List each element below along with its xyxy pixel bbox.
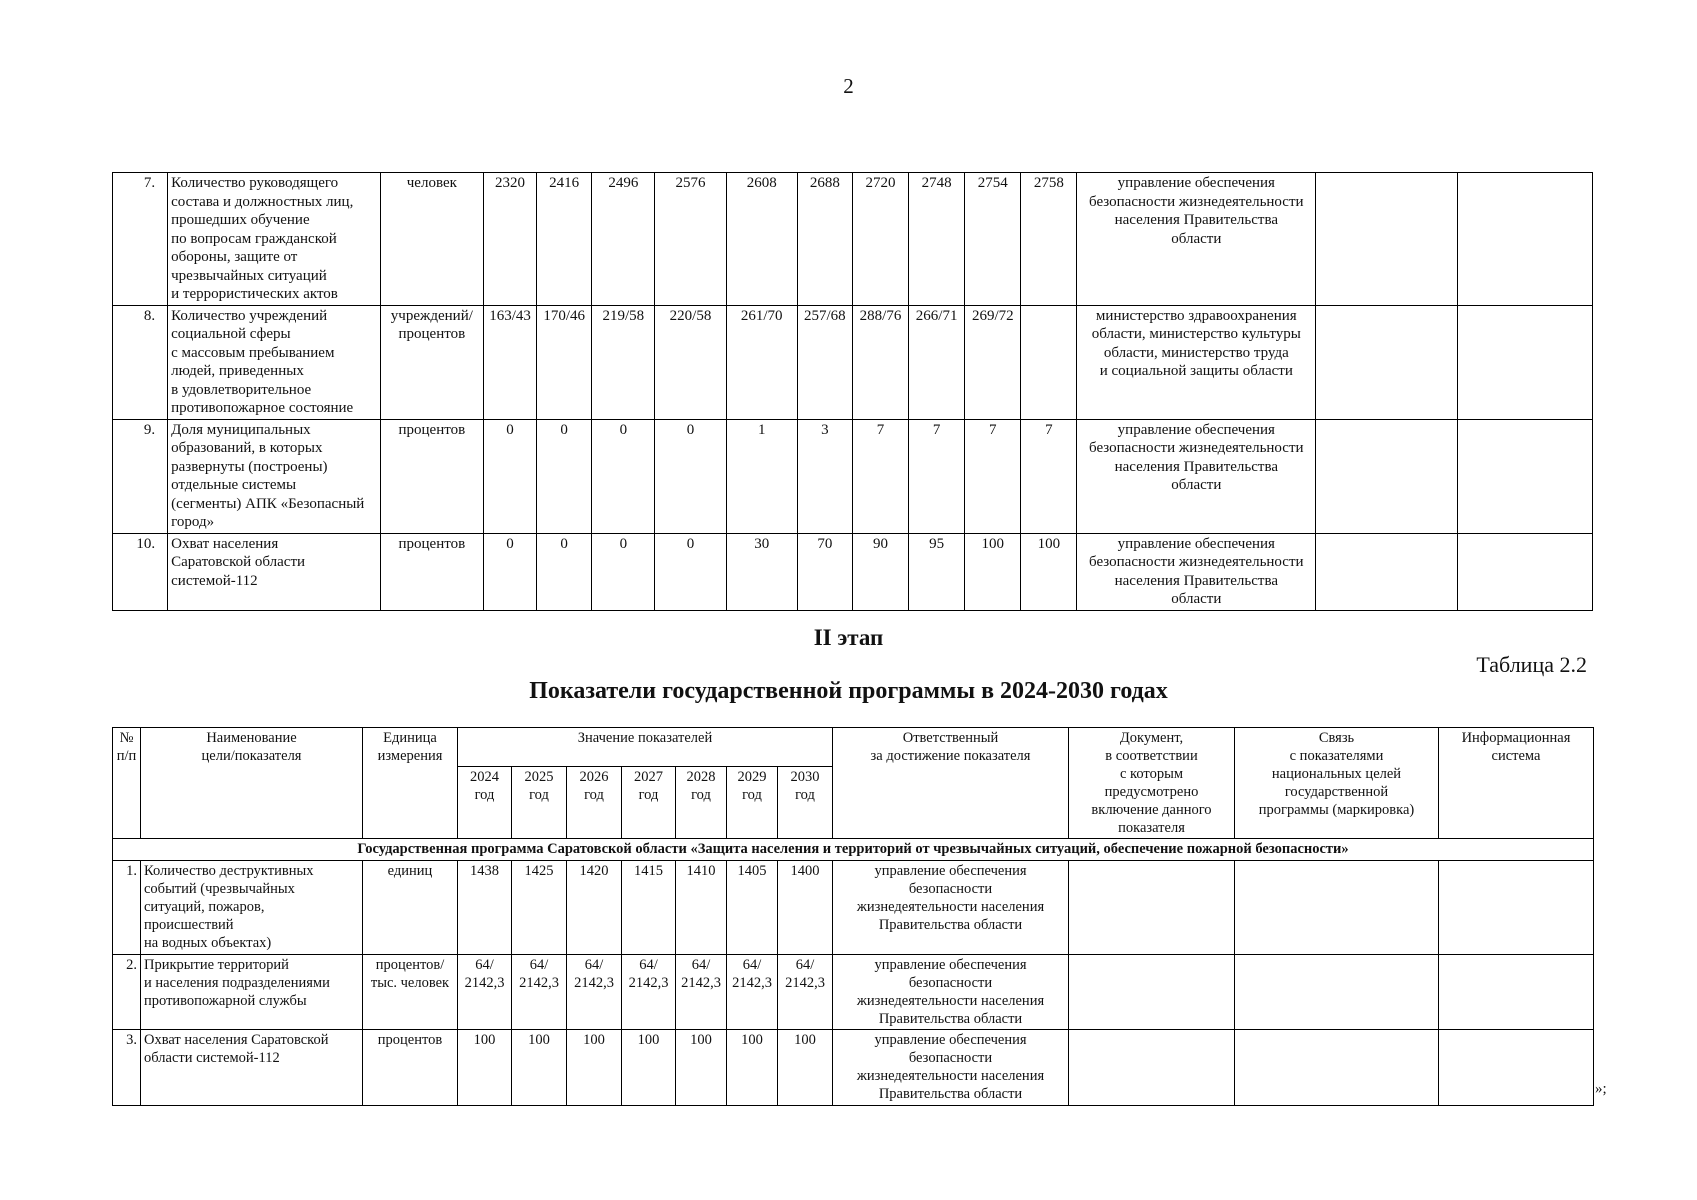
row-number: 2. <box>113 955 141 1030</box>
indicator-value: 7 <box>965 419 1021 533</box>
responsible-body: управление обеспечения безопасности жизнедеятельности населения Правительства области <box>1077 533 1316 610</box>
indicator-value: 266/71 <box>909 305 965 419</box>
unit-of-measure: процентов/ тыс. человек <box>363 955 458 1030</box>
document-cell <box>1316 173 1457 306</box>
table-title: Показатели государственной программы в 2024-2030 годах <box>529 678 1168 704</box>
document-cell <box>1316 419 1457 533</box>
indicator-value: 1410 <box>676 861 727 955</box>
indicator-value: 2496 <box>592 173 655 306</box>
indicator-value: 261/70 <box>726 305 797 419</box>
indicator-value: 170/46 <box>537 305 592 419</box>
indicator-value: 2320 <box>483 173 536 306</box>
header-info-system: Информационная система <box>1439 728 1594 839</box>
link-cell <box>1235 1030 1439 1106</box>
indicator-name: Количество руководящего состава и должностных лиц, прошедших обучение по вопросам гражданской обороны, защите от чрезвычайных ситуаций и террористических актов <box>168 173 381 306</box>
document-cell <box>1316 305 1457 419</box>
header-values-group: Значение показателей <box>458 728 833 767</box>
indicator-value: 100 <box>458 1030 512 1106</box>
indicator-value: 2576 <box>655 173 726 306</box>
indicator-value: 100 <box>965 533 1021 610</box>
program-row <box>113 839 1594 861</box>
closing-quote: »; <box>1595 1081 1607 1097</box>
page-number: 2 <box>843 74 854 98</box>
indicator-value: 2416 <box>537 173 592 306</box>
header-year: 2030 год <box>778 766 833 838</box>
indicator-value: 64/ 2142,3 <box>676 955 727 1030</box>
document-cell <box>1069 861 1235 955</box>
indicator-value: 30 <box>726 533 797 610</box>
unit-of-measure: процентов <box>380 419 483 533</box>
document-cell <box>1069 955 1235 1030</box>
indicator-name: Прикрытие территорий и населения подразделениями противопожарной службы <box>141 955 363 1030</box>
indicator-value: 0 <box>483 533 536 610</box>
indicator-value: 257/68 <box>797 305 852 419</box>
header-year: 2026 год <box>567 766 622 838</box>
indicator-value: 269/72 <box>965 305 1021 419</box>
indicator-name: Охват населения Саратовской области системой-112 <box>168 533 381 610</box>
indicator-value: 100 <box>676 1030 727 1106</box>
indicator-value: 100 <box>567 1030 622 1106</box>
header-unit: Единица измерения <box>363 728 458 839</box>
indicator-value: 288/76 <box>852 305 908 419</box>
indicator-value: 0 <box>483 419 536 533</box>
indicator-value: 0 <box>655 419 726 533</box>
indicator-value: 220/58 <box>655 305 726 419</box>
info-system-cell <box>1439 861 1594 955</box>
indicator-value: 2608 <box>726 173 797 306</box>
indicator-value: 90 <box>852 533 908 610</box>
indicator-value: 0 <box>537 533 592 610</box>
row-number: 9. <box>113 419 168 533</box>
unit-of-measure: процентов <box>363 1030 458 1106</box>
unit-of-measure: учреждений/ процентов <box>380 305 483 419</box>
indicator-value: 1 <box>726 419 797 533</box>
indicator-value: 64/ 2142,3 <box>622 955 676 1030</box>
indicator-value: 100 <box>622 1030 676 1106</box>
header-year: 2029 год <box>727 766 778 838</box>
indicator-value: 100 <box>727 1030 778 1106</box>
indicator-value: 7 <box>1021 419 1077 533</box>
row-number: 7. <box>113 173 168 306</box>
indicators-table-continuation <box>112 172 1593 611</box>
indicator-value: 2688 <box>797 173 852 306</box>
indicator-name: Доля муниципальных образований, в которых развернуты (построены) отдельные системы (сегменты) АПК «Безопасный город» <box>168 419 381 533</box>
link-cell <box>1235 861 1439 955</box>
indicator-value: 64/ 2142,3 <box>567 955 622 1030</box>
indicator-name: Количество деструктивных событий (чрезвычайных ситуаций, пожаров, происшествий на водных объектах) <box>141 861 363 955</box>
header-year: 2024 год <box>458 766 512 838</box>
indicator-value: 1438 <box>458 861 512 955</box>
document-cell <box>1316 533 1457 610</box>
document-cell <box>1069 1030 1235 1106</box>
indicator-value: 0 <box>537 419 592 533</box>
row-number: 1. <box>113 861 141 955</box>
table-label: Таблица 2.2 <box>1476 652 1587 677</box>
link-cell <box>1457 533 1593 610</box>
responsible-body: управление обеспечения безопасности жизнедеятельности населения Правительства области <box>833 955 1069 1030</box>
header-row <box>113 728 1594 767</box>
table-row <box>113 861 1594 955</box>
indicator-value: 100 <box>512 1030 567 1106</box>
table-row <box>113 305 1593 419</box>
indicator-value: 1415 <box>622 861 676 955</box>
header-num: № п/п <box>113 728 141 839</box>
indicator-value: 2748 <box>909 173 965 306</box>
header-year: 2027 год <box>622 766 676 838</box>
indicator-value: 100 <box>1021 533 1077 610</box>
header-year: 2025 год <box>512 766 567 838</box>
indicator-value: 2720 <box>852 173 908 306</box>
link-cell <box>1457 305 1593 419</box>
info-system-cell <box>1439 955 1594 1030</box>
indicator-value: 0 <box>655 533 726 610</box>
responsible-body: управление обеспечения безопасности жизнедеятельности населения Правительства области <box>833 1030 1069 1106</box>
stage-title: II этап <box>813 625 884 650</box>
responsible-body: управление обеспечения безопасности жизнедеятельности населения Правительства области <box>1077 173 1316 306</box>
indicator-value <box>1021 305 1077 419</box>
header-document: Документ, в соответствии с которым предусмотрено включение данного показателя <box>1069 728 1235 839</box>
row-number: 3. <box>113 1030 141 1106</box>
indicator-value: 7 <box>852 419 908 533</box>
indicator-value: 64/ 2142,3 <box>778 955 833 1030</box>
indicator-value: 0 <box>592 419 655 533</box>
indicator-name: Количество учреждений социальной сферы с массовым пребыванием людей, приведенных в удовлетворительное противопожарное состояние <box>168 305 381 419</box>
indicator-value: 7 <box>909 419 965 533</box>
indicator-value: 2758 <box>1021 173 1077 306</box>
indicator-value: 64/ 2142,3 <box>727 955 778 1030</box>
unit-of-measure: человек <box>380 173 483 306</box>
unit-of-measure: единиц <box>363 861 458 955</box>
responsible-body: управление обеспечения безопасности жизнедеятельности населения Правительства области <box>1077 419 1316 533</box>
table-row <box>113 419 1593 533</box>
responsible-body: управление обеспечения безопасности жизнедеятельности населения Правительства области <box>833 861 1069 955</box>
indicator-value: 3 <box>797 419 852 533</box>
responsible-body: министерство здравоохранения области, министерство культуры области, министерство труда и социальной защиты области <box>1077 305 1316 419</box>
program-indicators-table <box>112 727 1594 1106</box>
indicator-value: 163/43 <box>483 305 536 419</box>
link-cell <box>1235 955 1439 1030</box>
indicator-value: 1420 <box>567 861 622 955</box>
table-row <box>113 173 1593 306</box>
indicator-value: 64/ 2142,3 <box>512 955 567 1030</box>
indicator-value: 64/ 2142,3 <box>458 955 512 1030</box>
unit-of-measure: процентов <box>380 533 483 610</box>
indicator-name: Охват населения Саратовской области системой-112 <box>141 1030 363 1106</box>
header-year: 2028 год <box>676 766 727 838</box>
indicator-value: 1400 <box>778 861 833 955</box>
program-title: Государственная программа Саратовской области «Защита населения и территорий от чрезвычайных ситуаций, обеспечение пожарной безопасности» <box>113 839 1594 861</box>
table-row <box>113 1030 1594 1106</box>
row-number: 10. <box>113 533 168 610</box>
indicator-value: 70 <box>797 533 852 610</box>
header-link: Связь с показателями национальных целей государственной программы (маркировка) <box>1235 728 1439 839</box>
indicator-value: 95 <box>909 533 965 610</box>
info-system-cell <box>1439 1030 1594 1106</box>
indicator-value: 219/58 <box>592 305 655 419</box>
header-name: Наименование цели/показателя <box>141 728 363 839</box>
header-responsible: Ответственный за достижение показателя <box>833 728 1069 839</box>
link-cell <box>1457 419 1593 533</box>
table-row <box>113 955 1594 1030</box>
indicator-value: 2754 <box>965 173 1021 306</box>
row-number: 8. <box>113 305 168 419</box>
indicator-value: 1405 <box>727 861 778 955</box>
table-row <box>113 533 1593 610</box>
link-cell <box>1457 173 1593 306</box>
indicator-value: 0 <box>592 533 655 610</box>
indicator-value: 1425 <box>512 861 567 955</box>
indicator-value: 100 <box>778 1030 833 1106</box>
